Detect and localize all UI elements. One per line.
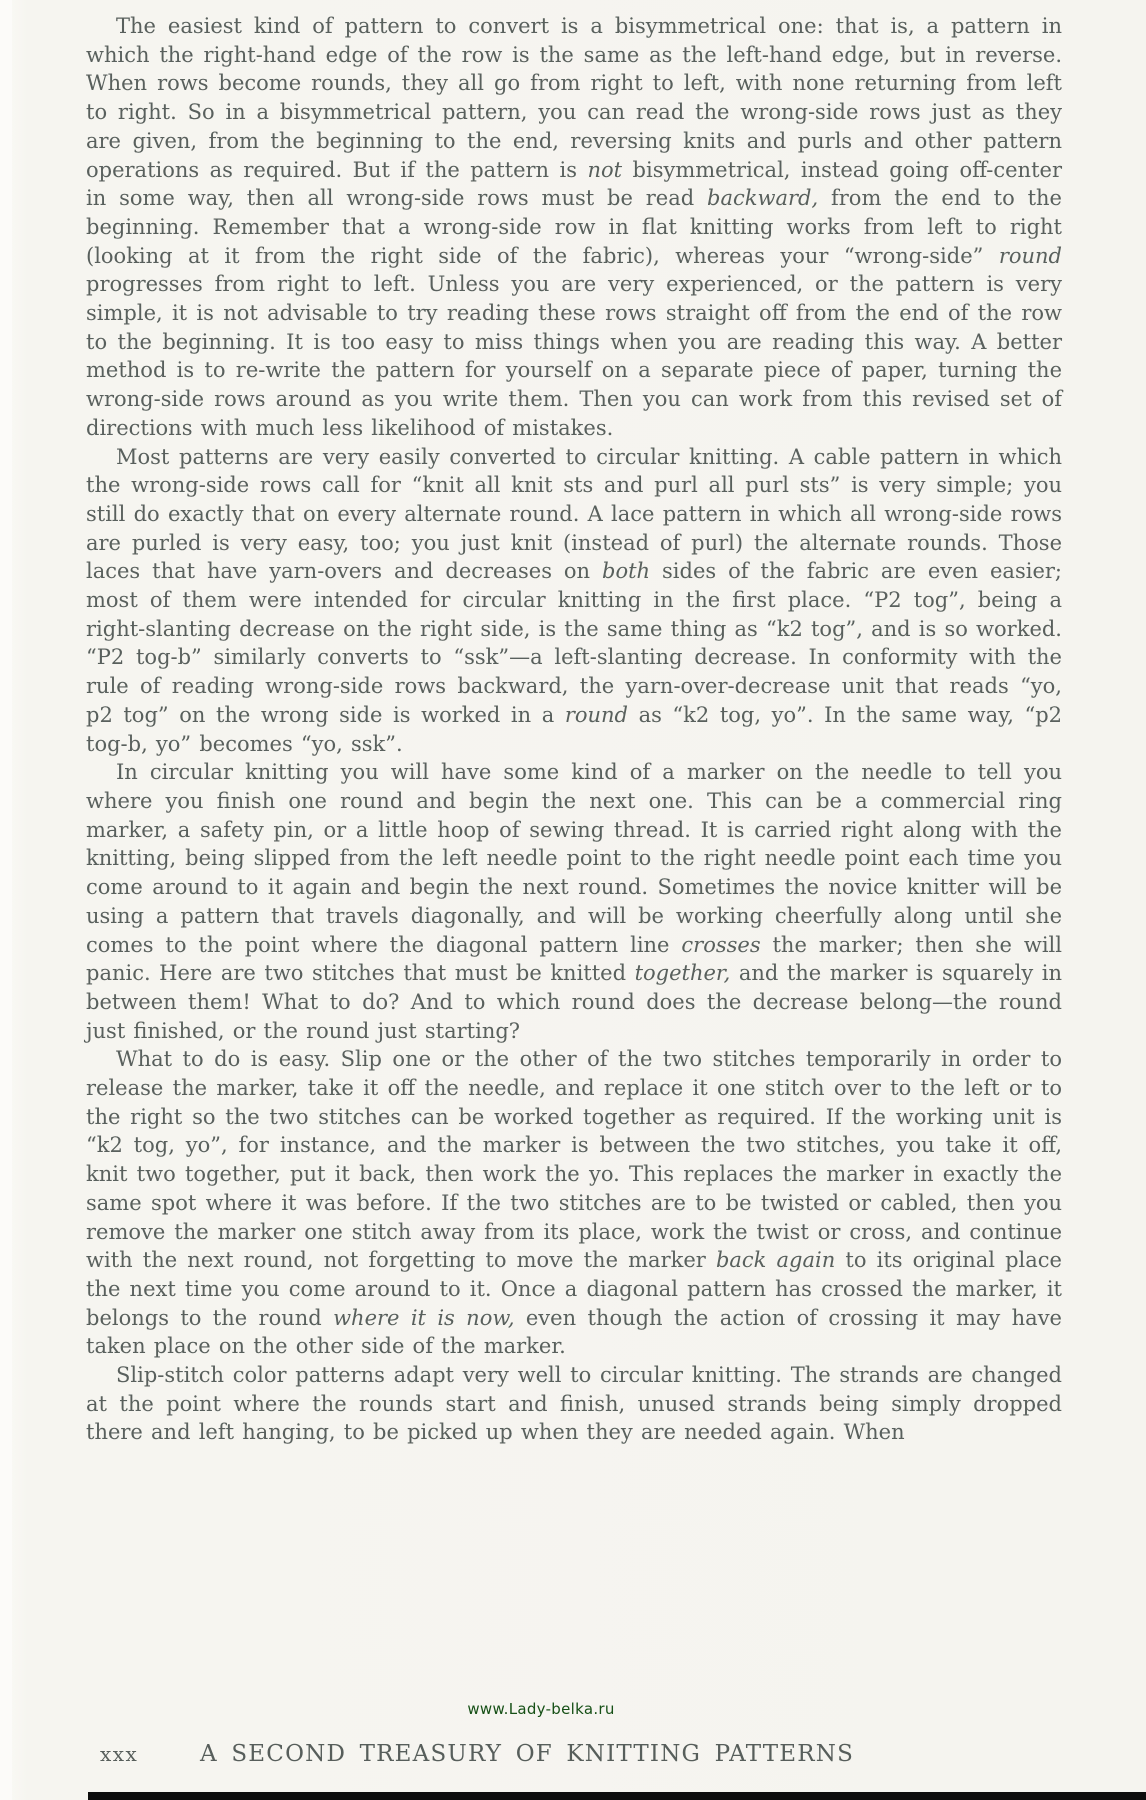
text-run: the marker; then she will panic. Here are two stitches that must be knitted (86, 932, 1062, 986)
watermark-text: www.Lady-belka.ru (467, 1700, 615, 1718)
text-run: even though the action of crossing it may have taken place on the other side of the marker. (86, 1305, 1062, 1359)
page-number: xxx (100, 1742, 139, 1766)
italic-text-run: crosses (681, 932, 761, 957)
paragraph (86, 443, 1062, 759)
italic-text-run: backward, (707, 186, 819, 211)
text-run: In circular knitting you will have some kind of a marker on the needle to tell you where you finish one round and begin the next one. This can be a commercial ring marker, a safety pin, or a little hoop of sewing thread. It is carried right along with the knitting, being slipped from the left needle point to the right needle point each time you come around to it again and begin the next round. Sometimes the novice knitter will be using a pattern that travels diagonally, and will be working cheerfully along until she comes to the point where the diagonal pattern line (86, 760, 1062, 957)
italic-text-run: where it is now, (333, 1305, 515, 1330)
italic-text-run: both (602, 559, 651, 584)
paragraph (86, 12, 1062, 443)
scan-bottom-bar (88, 1792, 1146, 1800)
italic-text-run: round (564, 702, 628, 727)
italic-text-run: not (587, 157, 623, 182)
text-run: from the end to the beginning. Remember that a wrong-side row in flat knitting works from left to right (looking at it from the right side of the fabric), whereas your “wrong-side” (86, 186, 1062, 268)
text-run: Most patterns are very easily converted to circular knitting. A cable pattern in which the wrong-side rows call for “knit all knit sts and purl all purl sts” is very simple; you still do exactly that on every alternate round. A lace pattern in which all wrong-side rows are purled is very easy, too; you just knit (instead of purl) the alternate rounds. Those laces that have yarn-overs and decreases on (86, 444, 1062, 584)
text-run: sides of the fabric are even easier; most of them were intended for circular knitting in the first place. “P2 tog”, being a right-slanting decrease on the right side, is the same thing as “k2 tog”, and is so worked. “P2 tog-b” similarly converts to “ssk”—a left-slanting decrease. In conformity with the rule of reading wrong-side rows backward, the yarn-over-decrease unit that reads “yo, p2 tog” on the wrong side is worked in a (86, 559, 1062, 727)
italic-text-run: round (998, 243, 1062, 268)
text-run: and the marker is squarely in between them! What to do? And to which round does the decrease belong—the round just finished, or the round just starting? (86, 961, 1063, 1043)
italic-text-run: back again (715, 1248, 836, 1273)
text-run: The easiest kind of pattern to convert is a bisymmetrical one: that is, a pattern in which the right-hand edge of the row is the same as the left-hand edge, but in reverse. When rows become rounds, they all go from right to left, with none returning from left to right. So in a bisymmetrical pattern, you can read the wrong-side rows just as they are given, from the beginning to the end, reversing knits and purls and other pattern operations as required. But if the pattern is (86, 14, 1062, 182)
text-run: to its original place the next time you come around to it. Once a diagonal pattern has crossed the marker, it belongs to the round (86, 1248, 1062, 1330)
paragraph (86, 758, 1062, 1045)
text-run: bisymmetrical, instead going off-center in some way, then all wrong-side rows must be read (86, 157, 1062, 211)
scan-page-edge (0, 0, 12, 1800)
text-run: progresses from right to left. Unless you are very experienced, or the pattern is very simple, it is not advisable to try reading these rows straight off from the end of the row to the beginning. It is too easy to miss things when you are reading this way. A better method is to re-write the pattern for yourself on a separate piece of paper, turning the wrong-side rows around as you write them. Then you can work from this revised set of directions with much less likelihood of mistakes. (86, 272, 1062, 440)
page-footer (100, 1741, 1060, 1767)
text-run: What to do is easy. Slip one or the other of the two stitches temporarily in order to release the marker, take it off the needle, and replace it one stitch over to the left or to the right so the two stitches can be worked together as required. If the working unit is “k2 tog, yo”, for instance, and the marker is between the two stitches, you take it off, knit two together, put it back, then work the yo. This replaces the marker in exactly the same spot where it was before. If the two stitches are to be twisted or cabled, then you remove the marker one stitch away from its place, work the twist or cross, and continue with the next round, not forgetting to move the marker (86, 1047, 1062, 1273)
book-title: A SECOND TREASURY OF KNITTING PATTERNS (200, 1741, 855, 1767)
paragraph (86, 1361, 1062, 1447)
paragraph (86, 1045, 1062, 1361)
body-text (86, 12, 1062, 1447)
text-run: Slip-stitch color patterns adapt very well to circular knitting. The strands are changed at the point where the rounds start and finish, unused strands being simply dropped there and left hanging, to be picked up when they are needed again. When (86, 1363, 1062, 1445)
text-run: as “k2 tog, yo”. In the same way, “p2 tog-b, yo” becomes “yo, ssk”. (86, 702, 1062, 756)
italic-text-run: together, (634, 961, 731, 986)
